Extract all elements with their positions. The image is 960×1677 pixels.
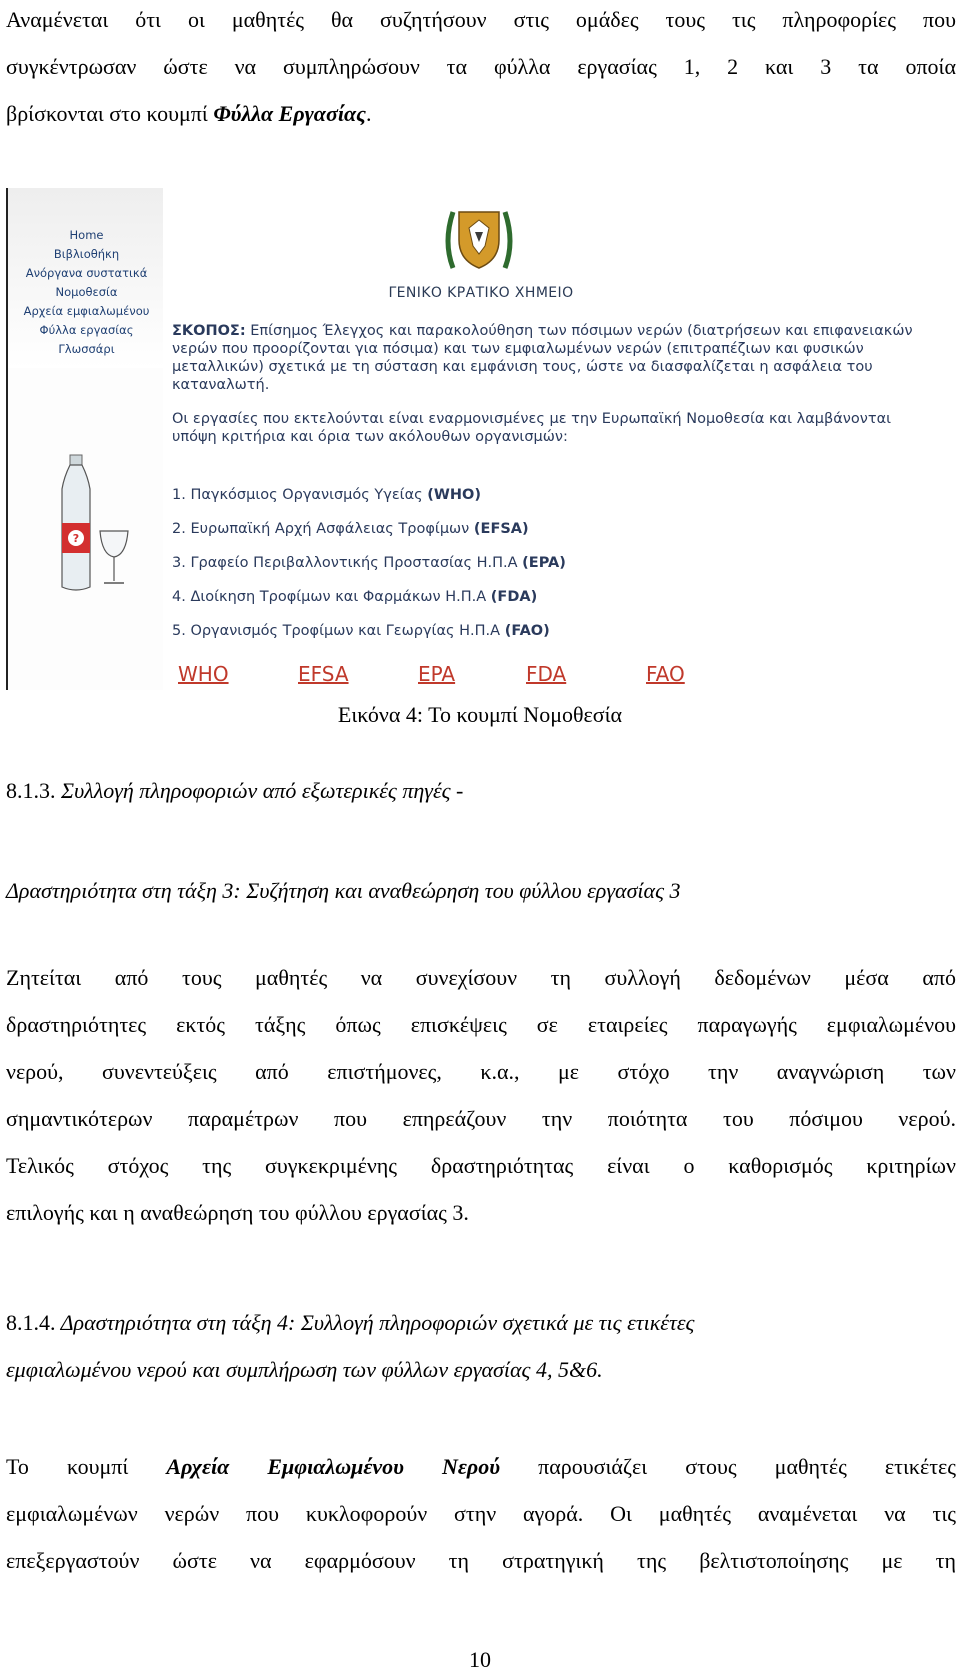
- org-abbr: (FDA): [490, 589, 538, 605]
- paragraph-814: [6, 1443, 956, 1584]
- org-abbr: (WHO): [427, 487, 481, 503]
- text-run: βρίσκονται στο κουμπί: [6, 101, 214, 126]
- paragraph-line: συγκέντρωσαν ώστε να συμπληρώσουν τα φύλλα εργασίας 1, 2 και 3 τα οποία: [6, 54, 956, 79]
- figure-border: [6, 188, 8, 690]
- section-title: Δραστηριότητα στη τάξη 4: Συλλογή πληροφοριών σχετικά με τις ετικέτες: [55, 1310, 695, 1335]
- paragraph-line: δραστηριότητες εκτός τάξης όπως επισκέψεις σε εταιρείες παραγωγής εμφιαλωμένου: [6, 1012, 956, 1037]
- list-item: [172, 580, 956, 614]
- scope-line: καταναλωτή.: [172, 377, 270, 393]
- sidebar-item-inorganic[interactable]: Ανόργανα συστατικά: [25, 266, 148, 280]
- organizations-intro: [172, 410, 956, 446]
- intro-line: υπόψη κριτήρια και όρια των ακόλουθων οργανισμών:: [172, 429, 568, 445]
- worksheets-button-ref: Φύλλα Εργασίας: [213, 101, 366, 126]
- link-who[interactable]: WHO: [178, 662, 229, 686]
- sidebar-item-bottled-files[interactable]: Αρχεία εμφιαλωμένου: [23, 304, 150, 318]
- section-title: Συλλογή πληροφοριών από εξωτερικές πηγές -: [55, 778, 464, 803]
- link-fao[interactable]: FAO: [646, 662, 685, 686]
- link-efsa[interactable]: EFSA: [298, 662, 349, 686]
- section-number: 8.1.3.: [6, 778, 56, 803]
- paragraph-line: Αναμένεται ότι οι μαθητές θα συζητήσουν στις ομάδες τους τις πληροφορίες που: [6, 7, 956, 32]
- sidebar-menu: [14, 226, 159, 359]
- section-subheading-814: εμφιαλωμένου νερού και συμπλήρωση των φύλλων εργασίας 4, 5&6.: [6, 1357, 603, 1382]
- text-run: .: [365, 101, 372, 126]
- org-name: 5. Οργανισμός Τροφίμων και Γεωργίας Η.Π.Α: [172, 623, 505, 639]
- text-run: Το κουμπί: [6, 1454, 167, 1479]
- link-epa[interactable]: EPA: [418, 662, 456, 686]
- figure-caption: Εικόνα 4: Το κουμπί Νομοθεσία: [337, 702, 623, 727]
- section-subheading-813: Δραστηριότητα στη τάξη 3: Συζήτηση και αναθεώρηση του φύλλου εργασίας 3: [6, 878, 681, 903]
- scope-line: μεταλλικών) σχετικά με τη σύσταση και εμφάνιση τους, ώστε να διασφαλίζεται η ασφάλεια του: [172, 359, 873, 375]
- paragraph-line: [6, 1443, 956, 1490]
- section-heading-813: [6, 778, 463, 804]
- organization-links: [172, 662, 702, 688]
- paragraph-line: σημαντικότερων παραμέτρων που επηρεάζουν την ποιότητα του πόσιμου νερού.: [6, 1106, 956, 1131]
- paragraph-line: εμφιαλωμένων νερών που κυκλοφορούν στην αγορά. Οι μαθητές αναμένεται να τις: [6, 1501, 956, 1526]
- sidebar-item-library[interactable]: Βιβλιοθήκη: [53, 247, 120, 261]
- scope-line: Επίσημος Έλεγχος και παρακολούθηση των πόσιμων νερών (διατρήσεων και επιφανειακών: [245, 323, 913, 339]
- section-number: 8.1.4.: [6, 1310, 56, 1335]
- sidebar-item-legislation[interactable]: Νομοθεσία: [55, 285, 118, 299]
- paragraph-line: Τελικός στόχος της συγκεκριμένης δραστηριότητας είναι ο καθορισμός κριτηρίων: [6, 1153, 956, 1178]
- section-heading-814: [6, 1310, 694, 1336]
- paragraph-813: [6, 954, 956, 1236]
- sidebar-item-home[interactable]: Home: [69, 228, 104, 242]
- legislation-screenshot: [6, 188, 956, 690]
- bottled-water-button-ref: Αρχεία Εμφιαλωμένου Νερού: [166, 1454, 501, 1479]
- coat-of-arms-icon: [439, 198, 519, 278]
- intro-paragraph: [6, 0, 956, 137]
- org-name: 2. Ευρωπαϊκή Αρχή Ασφάλειας Τροφίμων: [172, 521, 474, 537]
- paragraph-line: [6, 90, 956, 137]
- text-run: παρουσιάζει στους μαθητές ετικέτες: [500, 1454, 957, 1479]
- org-abbr: (EPA): [522, 555, 566, 571]
- scope-label: ΣΚΟΠΟΣ:: [172, 323, 246, 339]
- sidebar-item-glossary[interactable]: Γλωσσάρι: [58, 342, 115, 356]
- link-fda[interactable]: FDA: [526, 662, 567, 686]
- paragraph-line: Ζητείται από τους μαθητές να συνεχίσουν τη συλλογή δεδομένων μέσα από: [6, 965, 956, 990]
- intro-line: Οι εργασίες που εκτελούνται είναι εναρμονισμένες με την Ευρωπαϊκή Νομοθεσία και λαμβάνονται: [172, 411, 892, 427]
- paragraph-line: επεξεργαστούν ώστε να εφαρμόσουν τη στρατηγική της βελτιστοποίησης με τη: [6, 1548, 956, 1573]
- org-name: 4. Διοίκηση Τροφίμων και Φαρμάκων Η.Π.Α: [172, 589, 491, 605]
- list-item: [172, 478, 956, 512]
- scope-text: [172, 322, 956, 394]
- paragraph-line: επιλογής και η αναθεώρηση του φύλλου εργασίας 3.: [6, 1200, 469, 1225]
- paragraph-line: νερού, συνεντεύξεις από επιστήμονες, κ.α., με στόχο την αναγνώριση των: [6, 1059, 956, 1084]
- page-number: 10: [469, 1647, 491, 1672]
- agency-title: ΓΕΝΙΚΟ ΚΡΑΤΙΚΟ ΧΗΜΕΙΟ: [388, 285, 574, 301]
- organizations-list: [172, 478, 956, 648]
- org-abbr: (EFSA): [473, 521, 529, 537]
- sidebar-item-worksheets[interactable]: Φύλλα εργασίας: [39, 323, 134, 337]
- list-item: [172, 512, 956, 546]
- org-abbr: (FAO): [504, 623, 550, 639]
- list-item: [172, 614, 956, 648]
- list-item: [172, 546, 956, 580]
- svg-text:?: ?: [72, 532, 80, 545]
- org-name: 3. Γραφείο Περιβαλλοντικής Προστασίας Η.Π.Α: [172, 555, 523, 571]
- scope-line: νερών που προορίζονται για πόσιμα) και των εμφιαλωμένων νερών (επιτραπέζιων και φυσικών: [172, 341, 864, 357]
- org-name: 1. Παγκόσμιος Οργανισμός Υγείας: [172, 487, 428, 503]
- bottle-glass-image: [56, 453, 136, 593]
